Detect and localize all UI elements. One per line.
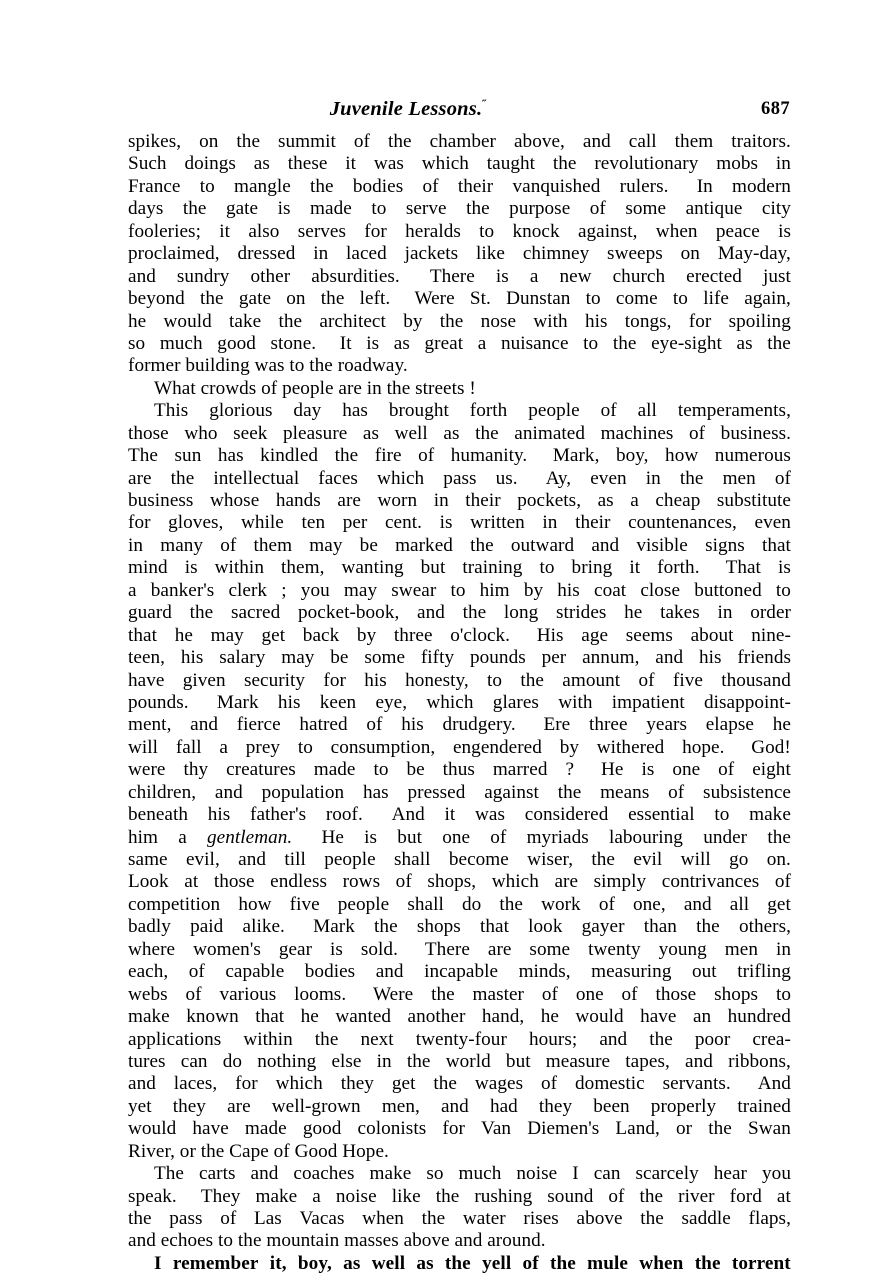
text-line: he would take the architect by the nose with his tongs, for spoiling [128,310,791,332]
text-line: The carts and coaches make so much noise I can scarcely hear you [154,1163,791,1185]
text-line: beneath his father's roof. And it was considered essential to make [128,804,791,826]
text-line: fooleries; it also serves for heralds to knock against, when peace is [128,220,791,242]
page-number: 687 [761,99,790,119]
running-head-title: Juvenile Lessons.˝ [329,97,487,120]
text-line: yet they are well-grown men, and had they been properly trained [128,1095,791,1117]
text-line: beyond the gate on the left. Were St. Dunstan to come to life again, [128,288,791,310]
text-line: former building was to the roadway. [128,355,408,377]
text-line: competition how five people shall do the work of one, and all get [128,893,791,915]
text-line: that he may get back by three o'clock. His age seems about nine- [128,624,791,646]
text-line: What crowds of people are in the streets ! [154,377,476,399]
text-line: and laces, for which they get the wages of domestic servants. And [128,1073,791,1095]
text-line: River, or the Cape of Good Hope. [128,1140,389,1162]
text-line: will fall a prey to consumption, engendered by withered hope. God! [128,736,791,758]
text-line: mind is within them, wanting but training to bring it forth. That is [128,557,791,579]
text-line: business whose hands are worn in their pockets, as a cheap substitute [128,490,791,511]
text-line: so much good stone. It is as great a nuisance to the eye-sight as the [128,332,791,354]
text-line: children, and population has pressed against the means of subsistence [128,781,791,803]
text-line: tures can do nothing else in the world but measure tapes, and ribbons, [128,1050,791,1072]
text-line: him a gentleman. He is but one of myriads labouring under the [128,826,791,848]
text-line: would have made good colonists for Van Diemen's Land, or the Swan [128,1118,791,1140]
text-line: make known that he wanted another hand, he would have an hundred [128,1006,791,1028]
text-line: speak. They make a noise like the rushing sound of the river ford at [128,1185,791,1207]
text-line: Look at those endless rows of shops, which are simply contrivances of [128,871,791,893]
text-line: The sun has kindled the fire of humanity. Mark, boy, how numerous [128,445,791,467]
text-line: those who seek pleasure as well as the animated machines of business. [128,422,791,444]
paragraph [128,400,791,1163]
text-line: for gloves, while ten per cent. is written in their countenances, even [128,512,791,534]
paragraph [128,1253,791,1275]
text-line: proclaimed, dressed in laced jackets like chimney sweeps on May-day, [128,243,791,265]
text-line: applications within the next twenty-four hours; and the poor crea- [128,1028,791,1050]
text-line: same evil, and till people shall become wiser, the evil will go on. [128,849,791,870]
paragraph [128,378,791,400]
text-line: spikes, on the summit of the chamber above, and call them traitors. [128,131,791,152]
text-line: and echoes to the mountain masses above and around. [128,1230,546,1252]
text-line: teen, his salary may be some fifty pounds per annum, and his friends [128,647,791,669]
text-line: have given security for his honesty, to the amount of five thousand [128,669,791,691]
text-line: ment, and fierce hatred of his drudgery. Ere three years elapse he [128,714,791,736]
text-line: were thy creatures made to be thus marred ? He is one of eight [128,759,791,781]
text-line: pounds. Mark his keen eye, which glares with impatient disappoint- [128,691,791,713]
text-line: webs of various looms. Were the master of one of those shops to [128,983,791,1005]
text-line: France to mangle the bodies of their vanquished rulers. In modern [128,175,791,197]
text-line: where women's gear is sold. There are some twenty young men in [128,938,791,960]
text-line: are the intellectual faces which pass us. Ay, even in the men of [128,467,791,489]
text-line: This glorious day has brought forth people of all temperaments, [154,400,791,422]
text-line: days the gate is made to serve the purpose of some antique city [128,198,791,220]
body-text [128,131,791,1275]
text-line: and sundry other absurdities. There is a new church erected just [128,265,791,287]
running-head-mark: ˝ [482,97,487,111]
text-line: the pass of Las Vacas when the water rises above the saddle flaps, [128,1208,791,1229]
text-line: badly paid alike. Mark the shops that look gayer than the others, [128,916,791,938]
text-line: each, of capable bodies and incapable minds, measuring out trifling [128,961,791,983]
paragraph [128,131,791,378]
italic-word: gentleman. [207,826,293,848]
running-head [128,97,790,123]
text-line: Such doings as these it was which taught the revolutionary mobs in [128,153,791,175]
text-line: I remember it, boy, as well as the yell of the mule when the torrent [154,1252,791,1274]
text-line: in many of them may be marked the outward and visible signs that [128,534,791,556]
text-line: a banker's clerk ; you may swear to him by his coat close buttoned to [128,579,791,601]
paragraph [128,1163,791,1253]
text-line: guard the sacred pocket-book, and the long strides he takes in order [128,602,791,624]
